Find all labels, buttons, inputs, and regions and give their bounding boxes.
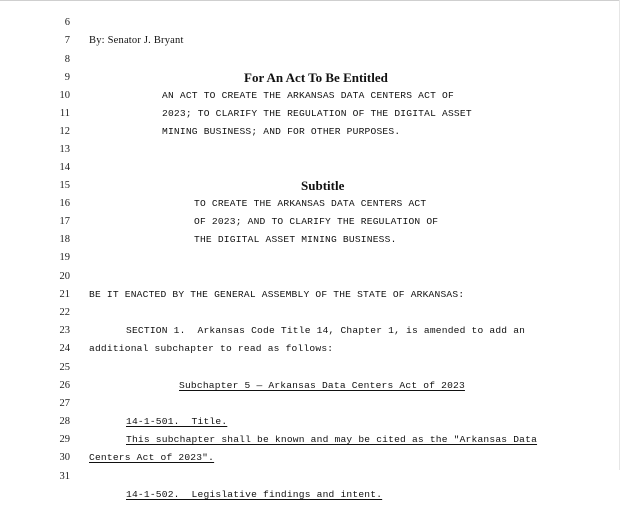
subtitle-heading: Subtitle [301,178,345,193]
line-number: 21 [59,289,70,300]
line-number: 27 [59,398,70,409]
line-number: 26 [59,380,70,391]
line-number: 30 [59,452,70,463]
line-number: 8 [64,54,70,65]
enacting-clause: BE IT ENACTED BY THE GENERAL ASSEMBLY OF THE STATE OF ARKANSAS: [89,289,465,300]
line-row [0,123,620,155]
line-number: 28 [59,416,70,427]
act-title-line: MINING BUSINESS; AND FOR OTHER PURPOSES. [162,126,401,137]
line-number: 13 [59,144,70,155]
line-number: 12 [59,126,70,137]
line-number: 18 [59,234,70,245]
line-number: 22 [59,307,70,318]
section-1-text: additional subchapter to read as follows: [89,343,334,354]
line-row [0,231,620,263]
line-row [0,33,620,85]
line-number: 16 [59,198,70,209]
line-number: 25 [59,362,70,373]
line-number: 11 [59,108,70,119]
act-title-line: 2023; TO CLARIFY THE REGULATION OF THE DIGITAL ASSET [162,108,472,119]
line-number: 29 [59,434,70,445]
subchapter-heading: Subchapter 5 — Arkansas Data Centers Act of 2023 [179,380,465,391]
sponsor-line: By: Senator J. Bryant [89,35,184,46]
line-number: 6 [64,17,70,28]
line-number: 20 [59,271,70,282]
line-number: 23 [59,325,70,336]
section-501-heading: 14-1-501. Title. [126,416,228,427]
line-number: 19 [59,252,70,263]
subtitle-line: OF 2023; AND TO CLARIFY THE REGULATION OF [194,216,439,227]
line-number: 7 [64,35,70,46]
line-row [0,0,620,46]
line-number: 15 [59,180,70,191]
subtitle-line: THE DIGITAL ASSET MINING BUSINESS. [194,234,397,245]
entitled-heading: For An Act To Be Entitled [244,70,388,85]
section-501-text: This subchapter shall be known and may be cited as the "Arkansas Data [126,434,538,445]
act-title-line: AN ACT TO CREATE THE ARKANSAS DATA CENTERS ACT OF [162,90,454,101]
section-501-text: Centers Act of 2023". [89,452,215,463]
subtitle-line: TO CREATE THE ARKANSAS DATA CENTERS ACT [194,198,427,209]
line-number: 10 [59,90,70,101]
line-number: 31 [59,471,70,482]
section-1-text: SECTION 1. Arkansas Code Title 14, Chapter 1, is amended to add an [126,325,526,336]
line-number: 9 [64,72,70,83]
line-number: 17 [59,216,70,227]
line-number: 24 [59,343,70,354]
line-number: 14 [59,162,70,173]
section-502-heading: 14-1-502. Legislative findings and intent. [126,489,383,500]
line-row [0,450,620,500]
